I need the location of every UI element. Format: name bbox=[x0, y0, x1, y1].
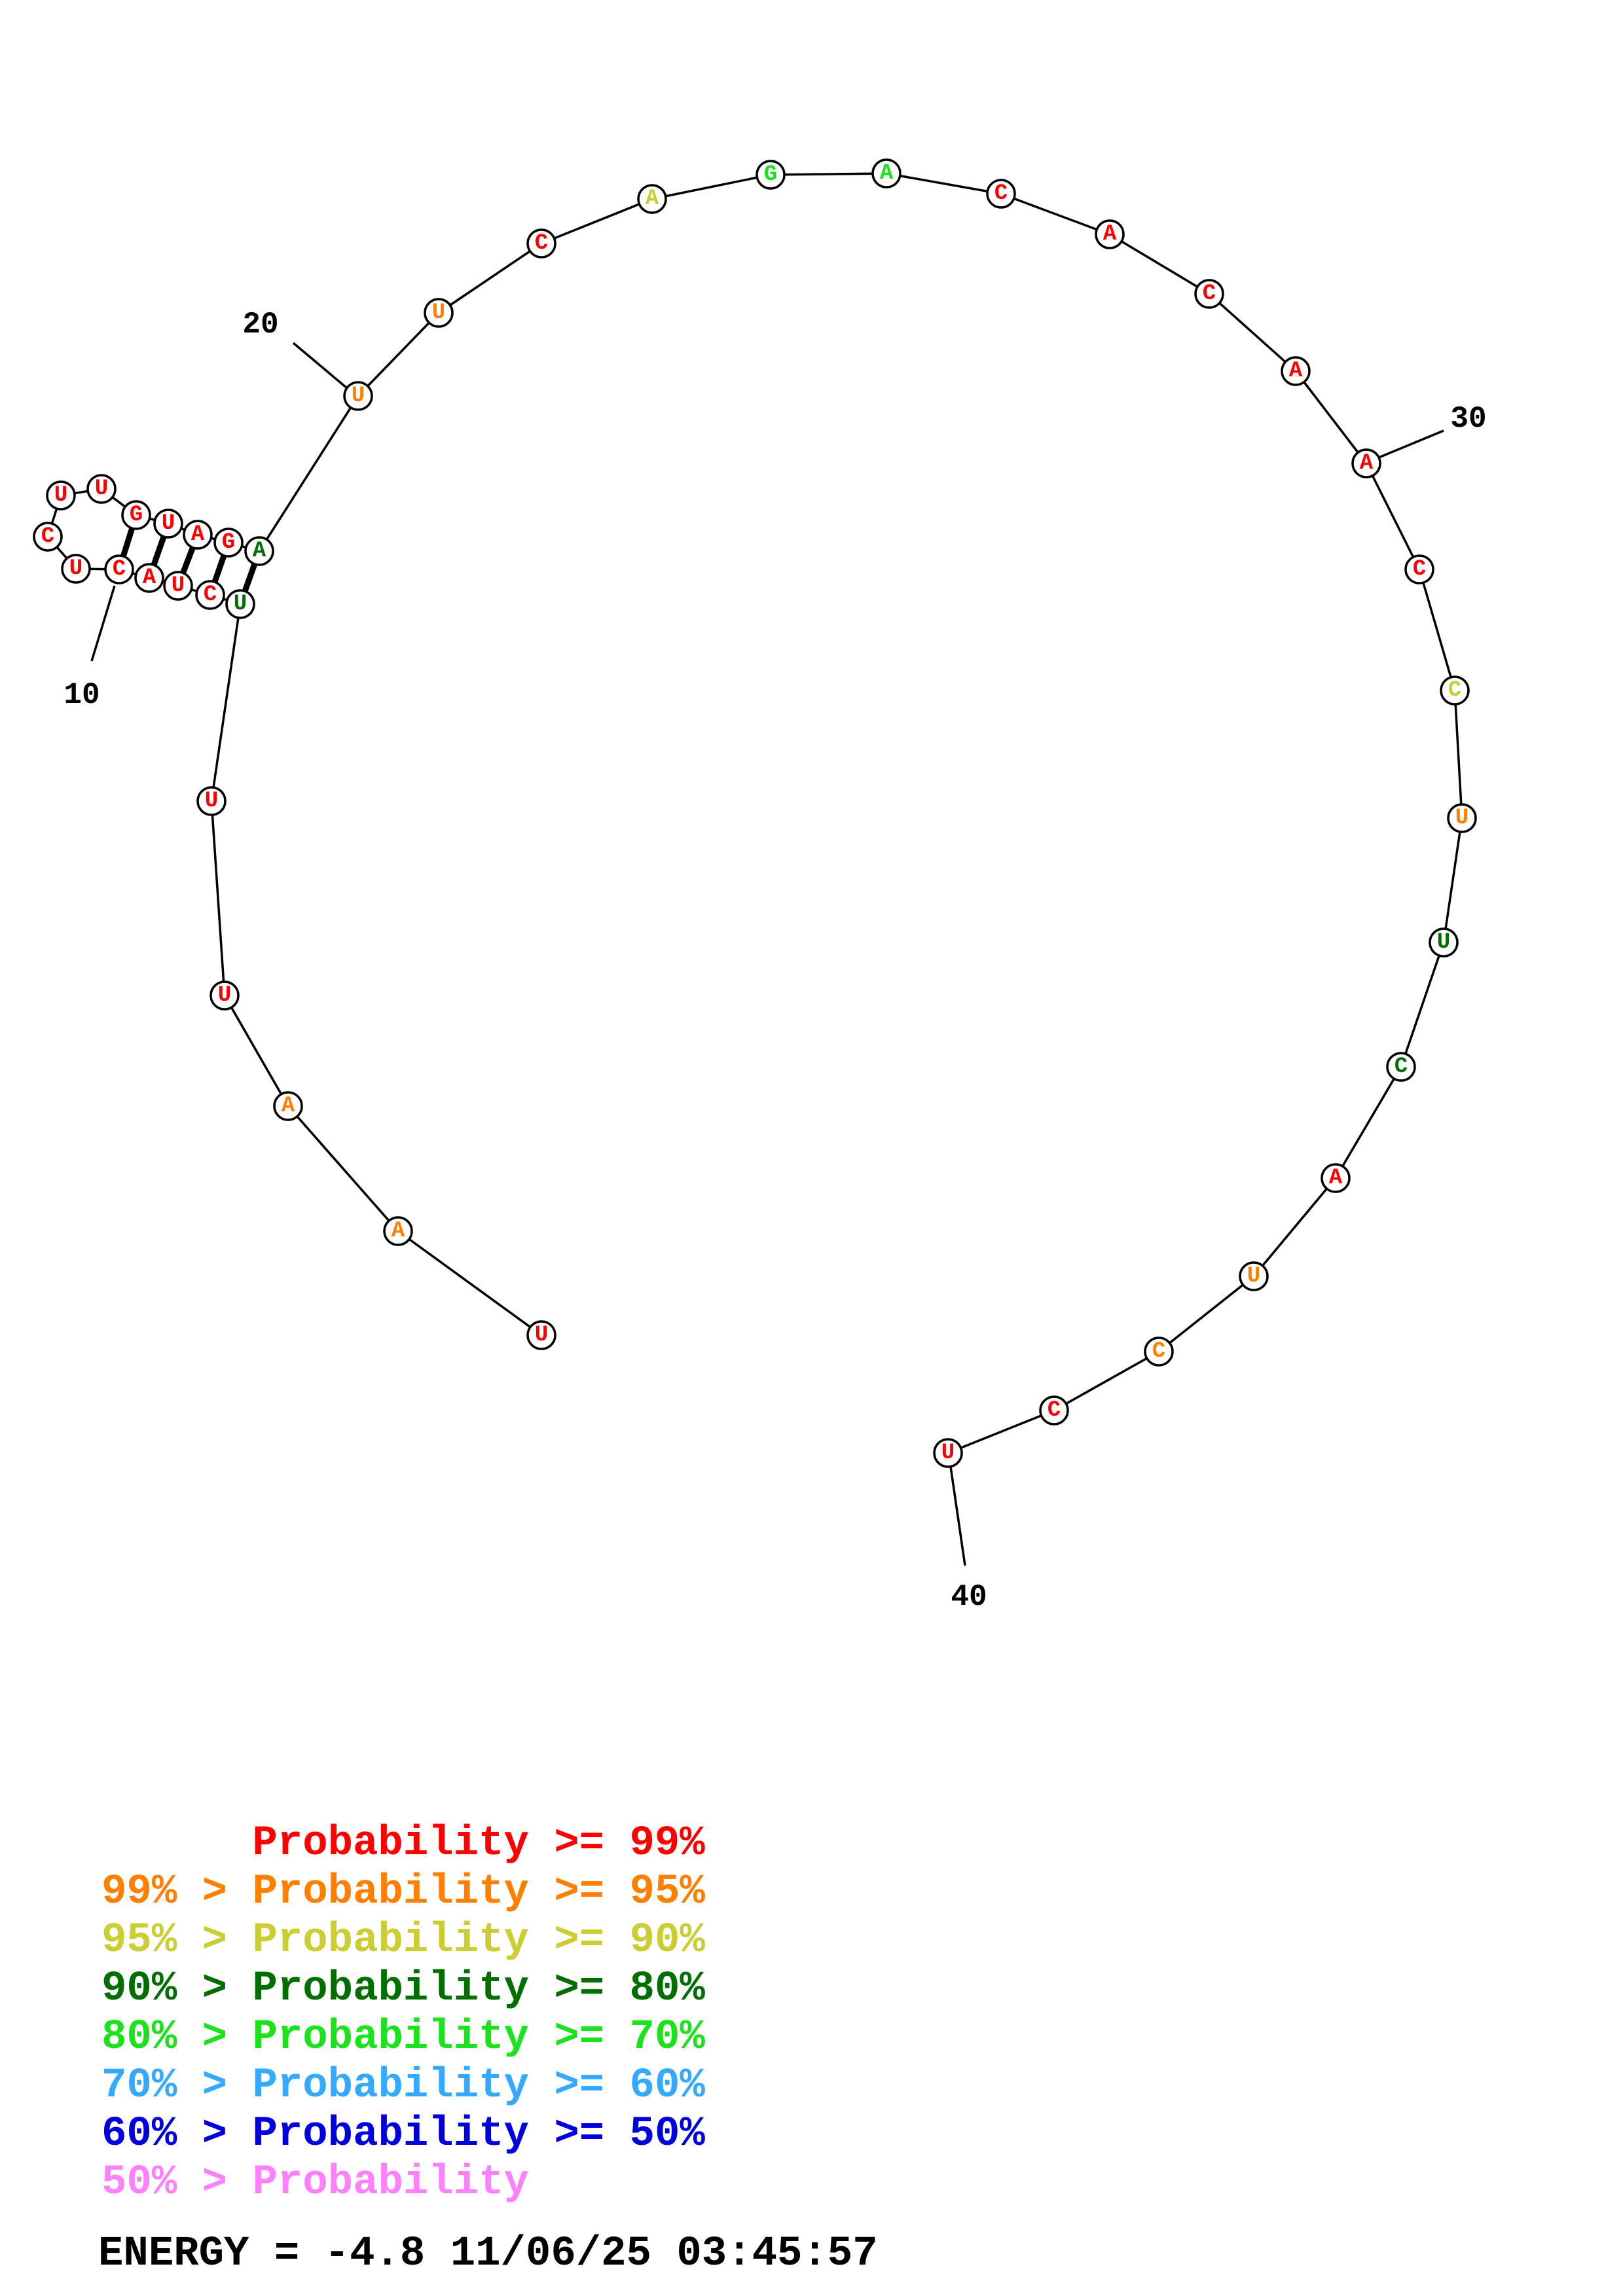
legend-item: Probability >= 99% bbox=[252, 1820, 705, 1867]
energy-readout: ENERGY = -4.8 11/06/25 03:45:57 bbox=[98, 2231, 878, 2278]
nucleotide-base: A bbox=[391, 1219, 405, 1244]
position-label: 30 bbox=[1450, 402, 1487, 436]
nucleotide-base: C bbox=[1152, 1339, 1166, 1364]
nucleotide-base: A bbox=[191, 522, 205, 547]
legend-item: 95% > Probability >= 90% bbox=[101, 1917, 705, 1964]
nucleotide-base: A bbox=[1328, 1166, 1343, 1191]
nucleotide-base: U bbox=[54, 483, 68, 508]
nucleotide-base: C bbox=[1412, 557, 1427, 582]
nucleotide-base: U bbox=[1247, 1264, 1261, 1289]
nucleotide-base: A bbox=[1288, 359, 1303, 384]
nucleotide-base: G bbox=[129, 503, 143, 528]
nucleotide-base: A bbox=[281, 1094, 295, 1119]
nucleotide-base: U bbox=[941, 1441, 955, 1465]
position-label: 20 bbox=[242, 308, 279, 342]
position-label: 40 bbox=[951, 1580, 987, 1614]
nucleotide-base: U bbox=[171, 573, 185, 598]
legend-item: 50% > Probability bbox=[101, 2159, 529, 2206]
legend-item: 99% > Probability >= 95% bbox=[101, 1869, 705, 1916]
legend-item: 70% > Probability >= 60% bbox=[101, 2062, 705, 2109]
nucleotide-base: U bbox=[431, 300, 446, 325]
legend-item: 80% > Probability >= 70% bbox=[101, 2014, 705, 2061]
nucleotide-base: U bbox=[233, 592, 247, 617]
nucleotide-base: C bbox=[203, 583, 217, 607]
nucleotide-base: U bbox=[161, 511, 175, 536]
legend-item: 60% > Probability >= 50% bbox=[101, 2111, 705, 2158]
nucleotide-base: C bbox=[1448, 678, 1462, 703]
nucleotide-base: C bbox=[112, 557, 126, 582]
nucleotide-base: A bbox=[645, 187, 659, 211]
nucleotide-base: U bbox=[217, 983, 232, 1008]
legend-item: 90% > Probability >= 80% bbox=[101, 1965, 705, 2013]
nucleotide-base: G bbox=[763, 162, 778, 187]
nucleotide-base: C bbox=[994, 181, 1008, 206]
nucleotide-base: A bbox=[1103, 222, 1117, 247]
nucleotide-base: U bbox=[69, 556, 83, 581]
nucleotide-base: A bbox=[1359, 451, 1374, 476]
nucleotide-base: A bbox=[142, 565, 156, 590]
nucleotide-base: C bbox=[1047, 1398, 1061, 1423]
nucleotide-base: C bbox=[1394, 1054, 1408, 1079]
nucleotide-base: U bbox=[204, 789, 219, 814]
nucleotide-base: U bbox=[94, 476, 109, 501]
position-label: 10 bbox=[64, 678, 100, 712]
nucleotide-base: A bbox=[879, 161, 894, 186]
nucleotide-base: U bbox=[351, 384, 365, 408]
nucleotide-base: A bbox=[252, 539, 266, 564]
nucleotide-base: U bbox=[1436, 930, 1451, 955]
nucleotide-base: G bbox=[221, 530, 236, 555]
backbone-segment bbox=[771, 173, 886, 175]
nucleotide-base: U bbox=[1455, 806, 1469, 831]
nucleotide-base: C bbox=[41, 524, 55, 549]
nucleotide-base: C bbox=[1202, 281, 1216, 306]
nucleotide-base: U bbox=[534, 1323, 549, 1348]
nucleotide-base: C bbox=[534, 231, 549, 256]
